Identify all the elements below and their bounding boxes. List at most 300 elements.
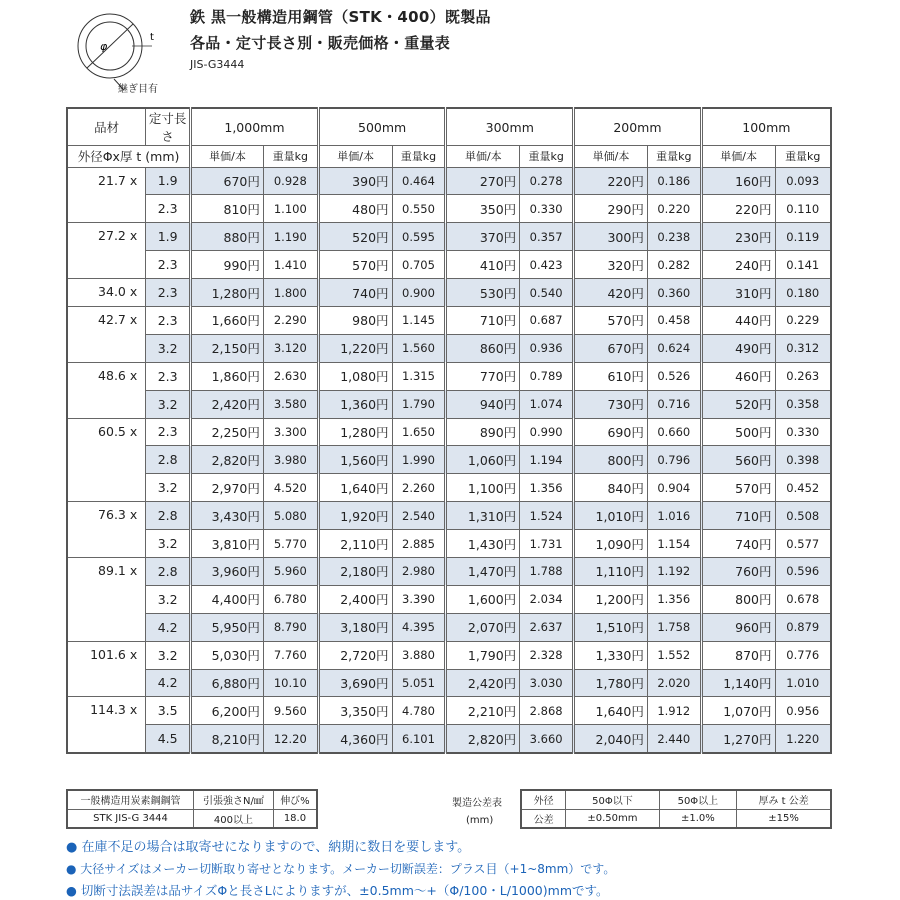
thickness: 3.2 (146, 334, 191, 362)
unit-price: 1,330円 (574, 641, 648, 669)
thickness: 3.2 (146, 585, 191, 613)
weight-kg: 2.328 (520, 641, 574, 669)
weight-kg: 8.790 (263, 613, 318, 641)
weight-kg: 1.800 (263, 279, 318, 307)
unit-price: 570円 (701, 474, 775, 502)
tol-header: 厚み t 公差 (737, 790, 831, 809)
header-length: 定寸長さ (146, 108, 191, 146)
unit-price: 670円 (191, 167, 264, 195)
unit-price: 2,720円 (318, 641, 392, 669)
weight-kg: 3.880 (392, 641, 446, 669)
unit-price: 8,210円 (191, 725, 264, 753)
outer-diameter: 89.1 x (67, 557, 146, 641)
weight-kg: 0.398 (775, 446, 831, 474)
unit-price: 1,310円 (446, 502, 520, 530)
table-row (67, 362, 831, 390)
mech-value: 18.0 (273, 809, 317, 828)
weight-kg: 3.300 (263, 418, 318, 446)
unit-price: 500円 (701, 418, 775, 446)
table-row (67, 669, 831, 697)
outer-diameter: 21.7 x (67, 167, 146, 223)
weight-kg: 0.093 (775, 167, 831, 195)
weight-kg: 1.190 (263, 223, 318, 251)
unit-price: 2,820円 (446, 725, 520, 753)
unit-price: 1,060円 (446, 446, 520, 474)
weight-kg: 0.119 (775, 223, 831, 251)
weight-kg: 0.330 (520, 195, 574, 223)
unit-price: 5,030円 (191, 641, 264, 669)
unit-price: 1,220円 (318, 334, 392, 362)
tol-header: 外径 (521, 790, 566, 809)
weight-kg: 1.074 (520, 390, 574, 418)
unit-price: 480円 (318, 195, 392, 223)
unit-price: 6,880円 (191, 669, 264, 697)
unit-price: 570円 (574, 306, 648, 334)
weight-kg: 0.687 (520, 306, 574, 334)
weight-kg: 1.192 (647, 557, 701, 585)
table-row (67, 725, 831, 753)
unit-price: 740円 (318, 279, 392, 307)
weight-kg: 0.238 (647, 223, 701, 251)
unit-price: 1,510円 (574, 613, 648, 641)
unit-price: 320円 (574, 251, 648, 279)
unit-price: 2,420円 (191, 390, 264, 418)
tolerance-label: 製造公差表 (452, 798, 502, 809)
weight-kg: 0.990 (520, 418, 574, 446)
weight-kg: 0.357 (520, 223, 574, 251)
weight-kg: 7.760 (263, 641, 318, 669)
unit-price: 520円 (318, 223, 392, 251)
weight-kg: 0.229 (775, 306, 831, 334)
unit-price: 560円 (701, 446, 775, 474)
weight-kg: 1.154 (647, 530, 701, 558)
unit-price: 860円 (446, 334, 520, 362)
weight-kg: 2.980 (392, 557, 446, 585)
header-weight: 重量kg (263, 146, 318, 168)
weight-kg: 0.577 (775, 530, 831, 558)
weight-kg: 0.624 (647, 334, 701, 362)
weight-kg: 0.660 (647, 418, 701, 446)
weight-kg: 0.596 (775, 557, 831, 585)
weight-kg: 1.790 (392, 390, 446, 418)
unit-price: 2,210円 (446, 697, 520, 725)
unit-price: 570円 (318, 251, 392, 279)
tol-value: 公差 (521, 809, 566, 828)
tol-header: 50Φ以上 (659, 790, 737, 809)
mech-header: 伸び% (273, 790, 317, 809)
header-length-0: 1,000mm (191, 108, 319, 146)
tol-value: ±15% (737, 809, 831, 828)
weight-kg: 0.464 (392, 167, 446, 195)
unit-price: 520円 (701, 390, 775, 418)
weight-kg: 0.282 (647, 251, 701, 279)
unit-price: 1,080円 (318, 362, 392, 390)
weight-kg: 4.780 (392, 697, 446, 725)
unit-price: 290円 (574, 195, 648, 223)
unit-price: 160円 (701, 167, 775, 195)
weight-kg: 1.016 (647, 502, 701, 530)
note-cut-tolerance: ● 切断寸法誤差は品サイズΦと長さLによりますが、±0.5mm～+（Φ/100・L/1000)mmです。 (66, 883, 609, 898)
table-row (67, 195, 831, 223)
thickness: 2.8 (146, 557, 191, 585)
unit-price: 4,360円 (318, 725, 392, 753)
weight-kg: 1.100 (263, 195, 318, 223)
weight-kg: 1.194 (520, 446, 574, 474)
unit-price: 1,920円 (318, 502, 392, 530)
unit-price: 390円 (318, 167, 392, 195)
unit-price: 2,400円 (318, 585, 392, 613)
unit-price: 3,350円 (318, 697, 392, 725)
table-row (67, 474, 831, 502)
weight-kg: 0.312 (775, 334, 831, 362)
weight-kg: 0.936 (520, 334, 574, 362)
weight-kg: 0.716 (647, 390, 701, 418)
unit-price: 2,180円 (318, 557, 392, 585)
unit-price: 420円 (574, 279, 648, 307)
weight-kg: 9.560 (263, 697, 318, 725)
weight-kg: 1.731 (520, 530, 574, 558)
unit-price: 3,960円 (191, 557, 264, 585)
table-row (67, 446, 831, 474)
unit-price: 1,600円 (446, 585, 520, 613)
unit-price: 2,820円 (191, 446, 264, 474)
weight-kg: 5.080 (263, 502, 318, 530)
unit-price: 740円 (701, 530, 775, 558)
weight-kg: 1.356 (647, 585, 701, 613)
header-price: 単価/本 (191, 146, 264, 168)
weight-kg: 0.789 (520, 362, 574, 390)
unit-price: 1,430円 (446, 530, 520, 558)
unit-price: 370円 (446, 223, 520, 251)
weight-kg: 1.356 (520, 474, 574, 502)
weight-kg: 1.220 (775, 725, 831, 753)
unit-price: 730円 (574, 390, 648, 418)
weight-kg: 0.776 (775, 641, 831, 669)
unit-price: 220円 (574, 167, 648, 195)
unit-price: 810円 (191, 195, 264, 223)
weight-kg: 0.879 (775, 613, 831, 641)
weight-kg: 1.758 (647, 613, 701, 641)
unit-price: 3,690円 (318, 669, 392, 697)
unit-price: 300円 (574, 223, 648, 251)
weight-kg: 2.034 (520, 585, 574, 613)
unit-price: 1,860円 (191, 362, 264, 390)
thickness: 2.3 (146, 418, 191, 446)
thickness: 2.3 (146, 362, 191, 390)
weight-kg: 0.263 (775, 362, 831, 390)
outer-diameter: 60.5 x (67, 418, 146, 502)
standard-code: JIS-G3444 (190, 58, 245, 71)
mech-header: 一般構造用炭素鋼鋼管 (67, 790, 194, 809)
weight-kg: 0.186 (647, 167, 701, 195)
unit-price: 5,950円 (191, 613, 264, 641)
unit-price: 1,140円 (701, 669, 775, 697)
header-material: 品材 (67, 108, 146, 146)
weight-kg: 0.550 (392, 195, 446, 223)
unit-price: 670円 (574, 334, 648, 362)
table-row (67, 223, 831, 251)
weight-kg: 2.885 (392, 530, 446, 558)
weight-kg: 1.990 (392, 446, 446, 474)
unit-price: 460円 (701, 362, 775, 390)
unit-price: 2,070円 (446, 613, 520, 641)
weight-kg: 5.960 (263, 557, 318, 585)
thickness: 2.8 (146, 502, 191, 530)
header-price: 単価/本 (574, 146, 648, 168)
weight-kg: 3.120 (263, 334, 318, 362)
weight-kg: 0.220 (647, 195, 701, 223)
thickness: 3.2 (146, 474, 191, 502)
outer-diameter: 48.6 x (67, 362, 146, 418)
unit-price: 980円 (318, 306, 392, 334)
outer-diameter: 101.6 x (67, 641, 146, 697)
weight-kg: 0.180 (775, 279, 831, 307)
weight-kg: 0.110 (775, 195, 831, 223)
weight-kg: 5.051 (392, 669, 446, 697)
weight-kg: 0.678 (775, 585, 831, 613)
thickness: 3.2 (146, 390, 191, 418)
outer-diameter: 34.0 x (67, 279, 146, 307)
table-row (67, 697, 831, 725)
unit-price: 490円 (701, 334, 775, 362)
weight-kg: 3.580 (263, 390, 318, 418)
unit-price: 1,010円 (574, 502, 648, 530)
unit-price: 2,150円 (191, 334, 264, 362)
unit-price: 800円 (574, 446, 648, 474)
weight-kg: 0.141 (775, 251, 831, 279)
unit-price: 1,070円 (701, 697, 775, 725)
weight-kg: 0.278 (520, 167, 574, 195)
unit-price: 350円 (446, 195, 520, 223)
header-price: 単価/本 (318, 146, 392, 168)
thickness: 2.3 (146, 195, 191, 223)
thickness: 1.9 (146, 223, 191, 251)
outer-diameter: 114.3 x (67, 697, 146, 753)
unit-price: 3,810円 (191, 530, 264, 558)
weight-kg: 3.980 (263, 446, 318, 474)
weight-kg: 1.010 (775, 669, 831, 697)
weight-kg: 2.637 (520, 613, 574, 641)
unit-price: 2,040円 (574, 725, 648, 753)
weight-kg: 0.358 (775, 390, 831, 418)
weight-kg: 2.020 (647, 669, 701, 697)
outer-diameter: 27.2 x (67, 223, 146, 279)
diameter-symbol: φ (100, 40, 108, 53)
unit-price: 1,110円 (574, 557, 648, 585)
table-row (67, 167, 831, 195)
unit-price: 880円 (191, 223, 264, 251)
weight-kg: 2.260 (392, 474, 446, 502)
header-length-1: 500mm (318, 108, 446, 146)
unit-price: 1,470円 (446, 557, 520, 585)
thickness: 3.5 (146, 697, 191, 725)
table-row (67, 279, 831, 307)
unit-price: 770円 (446, 362, 520, 390)
header-weight: 重量kg (647, 146, 701, 168)
table-row (67, 390, 831, 418)
unit-price: 760円 (701, 557, 775, 585)
weight-kg: 0.900 (392, 279, 446, 307)
price-weight-table (66, 107, 832, 754)
mech-value: 400以上 (194, 809, 274, 828)
weight-kg: 2.440 (647, 725, 701, 753)
thickness: 2.3 (146, 306, 191, 334)
unit-price: 220円 (701, 195, 775, 223)
thickness: 3.2 (146, 530, 191, 558)
weight-kg: 3.390 (392, 585, 446, 613)
weight-kg: 3.030 (520, 669, 574, 697)
unit-price: 1,790円 (446, 641, 520, 669)
unit-price: 1,280円 (191, 279, 264, 307)
table-row (67, 641, 831, 669)
thickness: 2.8 (146, 446, 191, 474)
weight-kg: 1.912 (647, 697, 701, 725)
unit-price: 710円 (446, 306, 520, 334)
unit-price: 1,780円 (574, 669, 648, 697)
table-row (67, 502, 831, 530)
thickness: 1.9 (146, 167, 191, 195)
weight-kg: 0.423 (520, 251, 574, 279)
thickness: 2.3 (146, 251, 191, 279)
thickness: 3.2 (146, 641, 191, 669)
weight-kg: 0.705 (392, 251, 446, 279)
weight-kg: 0.360 (647, 279, 701, 307)
unit-price: 240円 (701, 251, 775, 279)
outer-diameter: 42.7 x (67, 306, 146, 362)
table-row (67, 530, 831, 558)
unit-price: 940円 (446, 390, 520, 418)
weight-kg: 12.20 (263, 725, 318, 753)
unit-price: 1,280円 (318, 418, 392, 446)
tol-value: ±1.0% (659, 809, 737, 828)
unit-price: 1,200円 (574, 585, 648, 613)
weight-kg: 10.10 (263, 669, 318, 697)
weight-kg: 4.520 (263, 474, 318, 502)
weight-kg: 6.101 (392, 725, 446, 753)
unit-price: 710円 (701, 502, 775, 530)
weight-kg: 0.508 (775, 502, 831, 530)
unit-price: 840円 (574, 474, 648, 502)
weight-kg: 0.526 (647, 362, 701, 390)
unit-price: 2,250円 (191, 418, 264, 446)
table-row (67, 306, 831, 334)
unit-price: 310円 (701, 279, 775, 307)
mech-value: STK JIS-G 3444 (67, 809, 194, 828)
unit-price: 410円 (446, 251, 520, 279)
weight-kg: 0.796 (647, 446, 701, 474)
unit-price: 690円 (574, 418, 648, 446)
weight-kg: 0.458 (647, 306, 701, 334)
table-row (67, 251, 831, 279)
weight-kg: 1.315 (392, 362, 446, 390)
unit-price: 440円 (701, 306, 775, 334)
header-length-3: 200mm (574, 108, 702, 146)
unit-price: 6,200円 (191, 697, 264, 725)
table-row (67, 418, 831, 446)
unit-price: 2,420円 (446, 669, 520, 697)
table-row (67, 585, 831, 613)
unit-price: 3,180円 (318, 613, 392, 641)
unit-price: 870円 (701, 641, 775, 669)
unit-price: 2,110円 (318, 530, 392, 558)
page-subtitle: 各品・定寸長さ別・販売価格・重量表 (190, 34, 451, 52)
table-row (67, 613, 831, 641)
weight-kg: 0.956 (775, 697, 831, 725)
weight-kg: 2.868 (520, 697, 574, 725)
unit-price: 1,360円 (318, 390, 392, 418)
unit-price: 230円 (701, 223, 775, 251)
unit-price: 530円 (446, 279, 520, 307)
page-title: 鉄 黒一般構造用鋼管（STK・400）既製品 (190, 8, 491, 26)
weight-kg: 1.560 (392, 334, 446, 362)
weight-kg: 0.928 (263, 167, 318, 195)
weight-kg: 2.540 (392, 502, 446, 530)
unit-price: 1,270円 (701, 725, 775, 753)
weight-kg: 4.395 (392, 613, 446, 641)
header-price: 単価/本 (446, 146, 520, 168)
outer-diameter: 76.3 x (67, 502, 146, 558)
unit-price: 890円 (446, 418, 520, 446)
tol-header: 50Φ以下 (566, 790, 659, 809)
weight-kg: 0.452 (775, 474, 831, 502)
tolerance-table (520, 789, 832, 829)
header-weight: 重量kg (520, 146, 574, 168)
weight-kg: 1.650 (392, 418, 446, 446)
mech-header: 引張強さN/㎟ (194, 790, 274, 809)
unit-price: 990円 (191, 251, 264, 279)
unit-price: 1,640円 (574, 697, 648, 725)
unit-price: 1,660円 (191, 306, 264, 334)
unit-price: 1,560円 (318, 446, 392, 474)
thickness: 4.2 (146, 613, 191, 641)
unit-price: 960円 (701, 613, 775, 641)
table-row (67, 334, 831, 362)
unit-price: 4,400円 (191, 585, 264, 613)
unit-price: 3,430円 (191, 502, 264, 530)
weight-kg: 2.290 (263, 306, 318, 334)
weight-kg: 2.630 (263, 362, 318, 390)
header-length-2: 300mm (446, 108, 574, 146)
unit-price: 2,970円 (191, 474, 264, 502)
weight-kg: 1.410 (263, 251, 318, 279)
weight-kg: 1.524 (520, 502, 574, 530)
weight-kg: 6.780 (263, 585, 318, 613)
header-length-4: 100mm (701, 108, 831, 146)
unit-price: 610円 (574, 362, 648, 390)
weight-kg: 0.540 (520, 279, 574, 307)
weight-kg: 3.660 (520, 725, 574, 753)
weight-kg: 0.904 (647, 474, 701, 502)
tol-value: ±0.50mm (566, 809, 659, 828)
unit-price: 270円 (446, 167, 520, 195)
header-price: 単価/本 (701, 146, 775, 168)
weight-kg: 1.145 (392, 306, 446, 334)
tolerance-unit: (mm) (466, 815, 494, 826)
header-weight: 重量kg (775, 146, 831, 168)
unit-price: 1,100円 (446, 474, 520, 502)
note-stock: ● 在庫不足の場合は取寄せになりますので、納期に数日を要します。 (66, 840, 471, 855)
thickness-symbol: t (150, 32, 154, 43)
weight-kg: 0.330 (775, 418, 831, 446)
note-large-size: ● 大径サイズはメーカー切断取り寄せとなります。メーカー切断誤差：プラス目（+1~8mm）です。 (66, 862, 616, 876)
unit-price: 1,640円 (318, 474, 392, 502)
seam-label: 継ぎ目有 (118, 84, 158, 95)
header-size: 外径Φx厚 t (mm) (67, 146, 191, 168)
header-weight: 重量kg (392, 146, 446, 168)
weight-kg: 0.595 (392, 223, 446, 251)
unit-price: 1,090円 (574, 530, 648, 558)
weight-kg: 5.770 (263, 530, 318, 558)
